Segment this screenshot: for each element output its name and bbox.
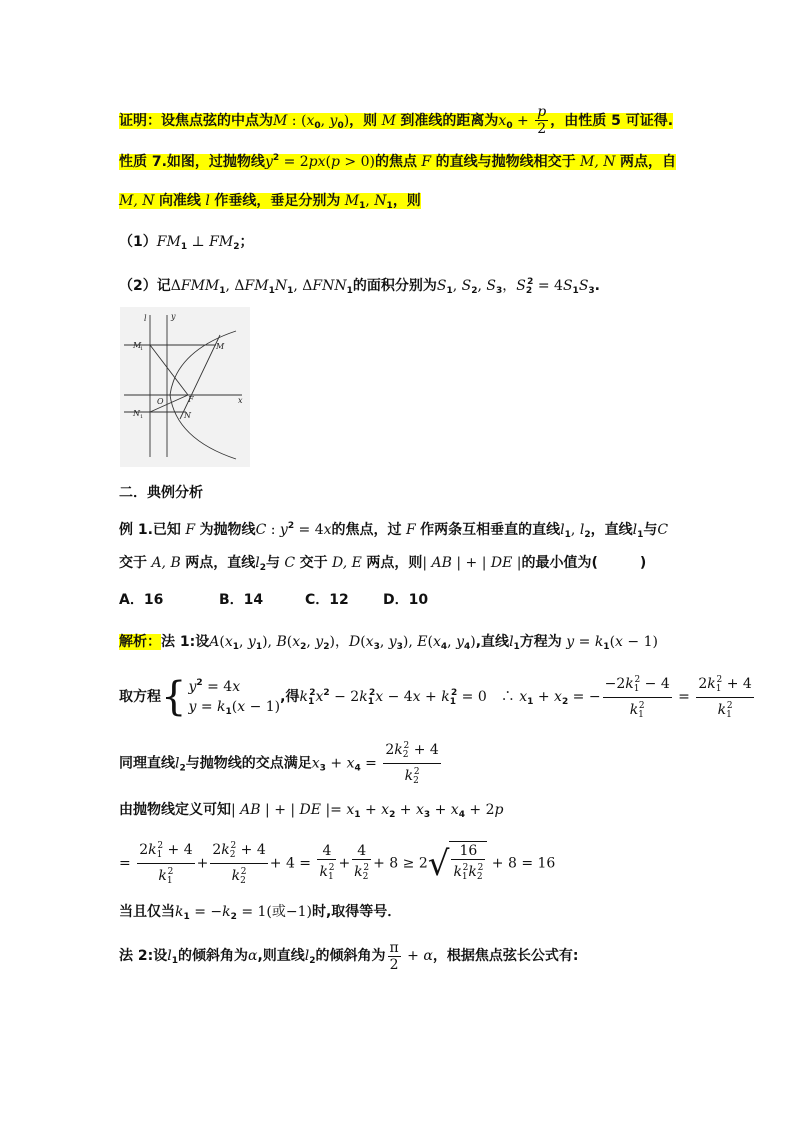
- parabola-figure: [120, 307, 250, 467]
- label-N: N: [184, 411, 191, 420]
- option-c: C．12: [305, 592, 349, 608]
- proof-text: 证明：设焦点弦的中点为M : ($x_0$, $y_0$)，则 M 到准线的距离为$x_0$ + $\frac{p}{2}$ ，由性质 5 可证得.: [119, 104, 674, 137]
- label-M: M: [216, 342, 225, 351]
- solution-line-equality: 当且仅当$k_1 = -k_2 = 1$(或−1)时,取得等号．: [119, 904, 402, 922]
- option-a: A．16: [119, 592, 164, 608]
- label-x: x: [238, 396, 243, 405]
- label-O: O: [157, 397, 164, 406]
- label-M1-sub: 1: [140, 346, 144, 352]
- solution-line-1: 解析：法 1:设$A(x_1$, $y_1$), $B(x_2$, $y_2$)，$D(x_3$, $y_3$), $E(x_4$, $y_4$),直线$l_1$方程为 $y = k_1(x - 1)$: [119, 634, 658, 652]
- focal-chord: [180, 335, 220, 419]
- label-y: y: [171, 312, 176, 321]
- solution-line-method2: 法 2:设$l_1$的倾斜角为α,则直线$l_2$的倾斜角为 $\frac{\pi}{2}$ + α，根据焦点弦长公式有:: [119, 939, 579, 973]
- solution-line-same: 同理直线$l_2$与抛物线的交点满足$x_3 + x_4$ = $\frac{2k_2^2 + 4}{k_2^2}$: [119, 738, 443, 789]
- example1-options: [119, 590, 483, 610]
- label-F: F: [188, 395, 194, 404]
- label-N1: N: [133, 409, 140, 418]
- solution-line-system: 取方程{ $y^2 = 4x$ $y = k_1(x - 1)$ ,得$k_1^2x^2 - 2k_1^2x - 4x + k_1^2 = 0$ ∴ $x_1 + x_2$ = − $\frac{-2k_1^2 - 4}{k_1^2}$ = $\frac{2k_1^2 + 4}{k_1^2}$: [119, 670, 756, 725]
- option-d: D．10: [383, 592, 429, 608]
- item-1: $(1)FM_1$ ⊥ $FM_2$；: [119, 234, 254, 252]
- line-F-M1: [150, 345, 188, 395]
- label-M1: M: [133, 341, 142, 350]
- property7-line: 性质 7.如图，过抛物线$y^2 = 2px(p > 0)$的焦点 F 的直线与抛物线相交于 M, N 两点，自: [119, 153, 676, 170]
- parabola-diagram: [120, 307, 250, 467]
- section-title: 二．典例分析: [119, 485, 203, 501]
- label-N1-sub: 1: [140, 414, 144, 420]
- property7-line-2: M, N 向准线 l 作垂线，垂足分别为 $M_1$, $N_1$，则: [119, 193, 421, 211]
- solution-line-equation: = $\frac{2k_1^2 + 4}{k_1^2}$ + $\frac{2k_2^2 + 4}{k_2^2}$ + 4 = $\frac{4}{k_1^2}$ + $\frac{4}{k_2^2}$ + 8 ≥ 2√ $\frac{16}{k_1^2k_2^2}$ + 8 = 16: [119, 838, 555, 889]
- option-b: B．14: [219, 592, 264, 608]
- proof-line: [119, 104, 673, 137]
- label-l: l: [144, 314, 147, 323]
- example1-line-1: 例 1.已知 F 为抛物线C : $y^2 = 4x$的焦点，过 F 作两条互相垂直的直线$l_1$, $l_2$，直线$l_1$与C: [119, 521, 669, 540]
- solution-line-definition: 由抛物线定义可知| AB | + | DE |= $x_1 + x_2 + x_3 + x_4 + 2p$: [119, 802, 504, 820]
- example1-line-2: 交于 A, B 两点，直线$l_2$与 C 交于 D, E 两点，则| AB | + | DE |的最小值为( ): [119, 555, 647, 573]
- solution-label: 解析：: [119, 634, 161, 650]
- item-2: （2）记$\Delta FMM_1$, $\Delta FM_1N_1$, $\Delta FNN_1$的面积分别为$S_1$, $S_2$, $S_3$，$S_2^2 = 4S_1S_3$.: [119, 277, 600, 296]
- line-F-N1: [150, 395, 188, 412]
